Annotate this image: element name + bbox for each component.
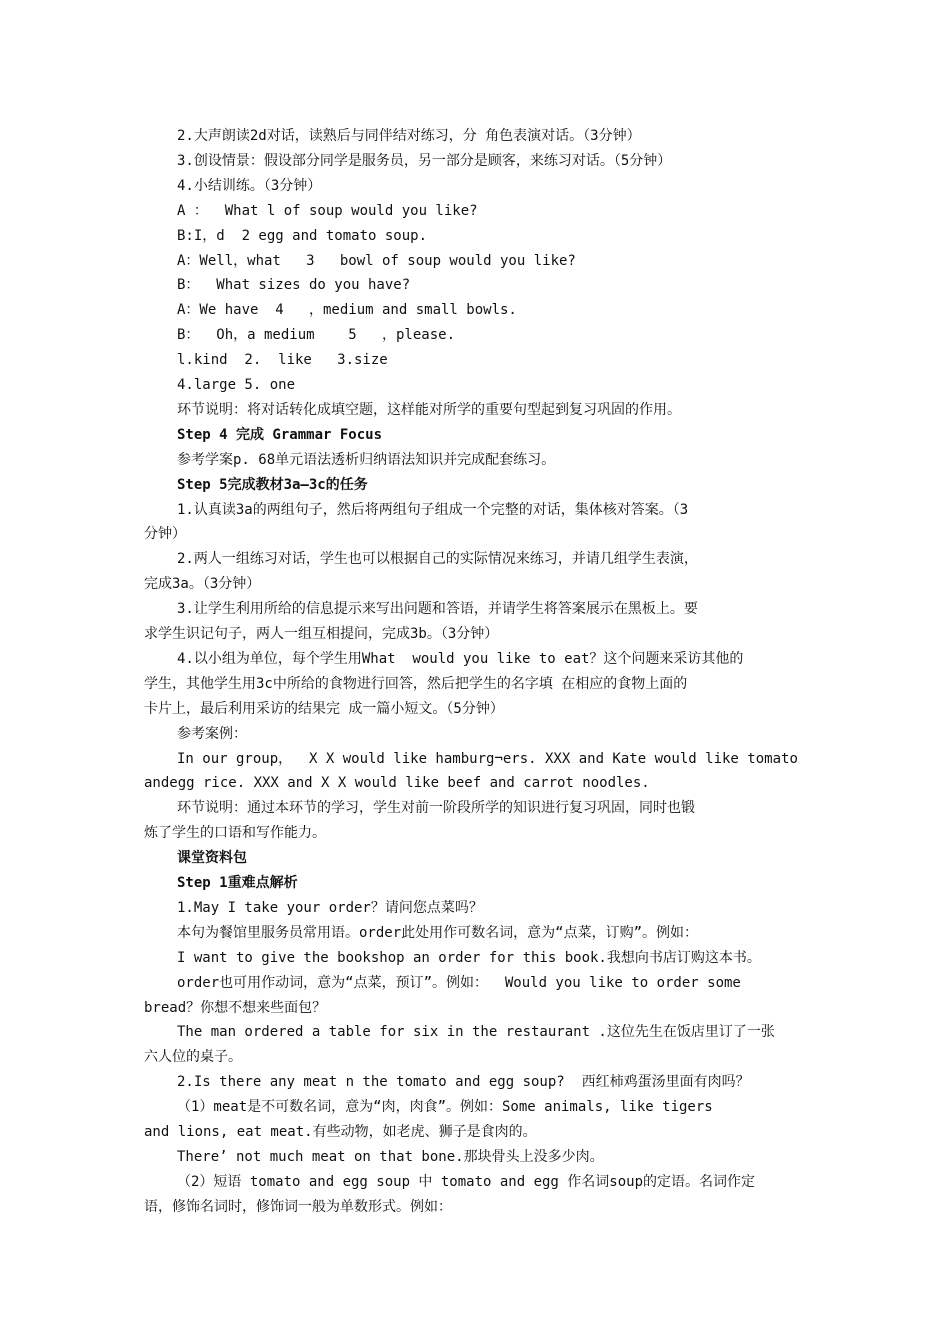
text-line: 2.两人一组练习对话，学生也可以根据自己的实际情况来练习，并请几组学生表演， (177, 551, 698, 568)
text-line: The man ordered a table for six in the restaurant .这位先生在饭店里订了一张 (177, 1024, 775, 1041)
text-line: A ： What l of soup would you like? (177, 202, 478, 219)
text-line: 4.large 5. one (177, 377, 296, 393)
text-line: 3.让学生利用所给的信息提示来写出问题和答语，并请学生将答案展示在黑板上。要 (177, 601, 698, 618)
text-line: 2.大声朗读2d对话，读熟后与同伴结对练习，分 角色表演对话。（3分钟） (177, 128, 641, 144)
text-line: l.kind 2. like 3.size (177, 352, 388, 369)
text-line: 完成3a。（3分钟） (144, 576, 261, 593)
text-line: A：Well，what 3 bowl of soup would you like? (177, 252, 576, 269)
text-line: （2）短语 tomato and egg soup 中 tomato and egg 作名词soup的定语。名词作定 (177, 1173, 756, 1190)
text-line: In our group， X X would like hamburg¬ers. XXX and Kate would like tomato (177, 750, 798, 767)
text-line: 参考学案p. 68单元语法透析归纳语法知识并完成配套练习。 (177, 451, 556, 468)
text-line: （1）meat是不可数名词，意为“肉，肉食”。例如：Some animals, like tigers (177, 1099, 713, 1116)
text-line: 六人位的桌子。 (144, 1049, 242, 1066)
text-line: 4.以小组为单位，每个学生用What would you like to eat？这个问题来采访其他的 (177, 650, 744, 667)
section-heading: Step 1重难点解析 (177, 875, 298, 891)
text-line: andegg rice. XXX and X X would like beef and carrot noodles. (144, 775, 650, 792)
text-line: 2.Is there any meat n the tomato and egg soup? 西红柿鸡蛋汤里面有肉吗？ (177, 1074, 750, 1091)
text-line: 本句为餐馆里服务员常用语。order此处用作可数名词，意为“点菜，订购”。例如： (177, 924, 698, 941)
text-line: 3.创设情景：假设部分同学是服务员，另一部分是顾客，来练习对话。（5分钟） (177, 152, 672, 169)
text-line: 环节说明：通过本环节的学习，学生对前一阶段所学的知识进行复习巩固，同时也锻 (177, 800, 695, 817)
text-line: 参考案例： (177, 725, 247, 742)
text-line: bread？你想不想来些面包？ (144, 999, 327, 1016)
text-line: There’ not much meat on that bone.那块骨头上没多少肉。 (177, 1148, 604, 1165)
text-line: B:I，d 2 egg and tomato soup. (177, 227, 428, 244)
text-line: 分钟） (144, 526, 186, 543)
text-line: B： What sizes do you have? (177, 277, 411, 294)
text-line: order也可用作动词，意为“点菜，预订”。例如： Would you like to order some (177, 974, 741, 991)
text-line: I want to give the bookshop an order for this book.我想向书店订购这本书。 (177, 949, 761, 966)
text-line: 求学生识记句子，两人一组互相提问，完成3b。（3分钟） (144, 626, 499, 642)
text-line: 语，修饰名词时，修饰词一般为单数形式。例如： (144, 1198, 452, 1215)
text-line: B： Oh，a medium 5 ，please. (177, 327, 456, 344)
section-heading: Step 5完成教材3a—3c的任务 (177, 476, 368, 493)
text-line: 1.认真读3a的两组句子，然后将两组句子组成一个完整的对话，集体核对答案。（3 (177, 501, 689, 518)
text-line: 4.小结训练。（3分钟） (177, 177, 322, 194)
text-line: 环节说明：将对话转化成填空题，这样能对所学的重要句型起到复习巩固的作用。 (177, 401, 681, 418)
text-line: A：We have 4 ，medium and small bowls. (177, 302, 517, 319)
text-line: 学生，其他学生用3c中所给的食物进行回答，然后把学生的名字填 在相应的食物上面的 (144, 675, 688, 692)
section-heading: Step 4 完成 Grammar Focus (177, 426, 383, 443)
text-line: and lions, eat meat.有些动物，如老虎、狮子是食肉的。 (144, 1124, 537, 1140)
section-heading: 课堂资料包 (177, 850, 247, 867)
text-line: 炼了学生的口语和写作能力。 (144, 825, 326, 842)
text-line: 卡片上，最后利用采访的结果完 成一篇小短文。（5分钟） (144, 700, 504, 717)
text-line: 1.May I take your order？请问您点菜吗？ (177, 899, 483, 916)
